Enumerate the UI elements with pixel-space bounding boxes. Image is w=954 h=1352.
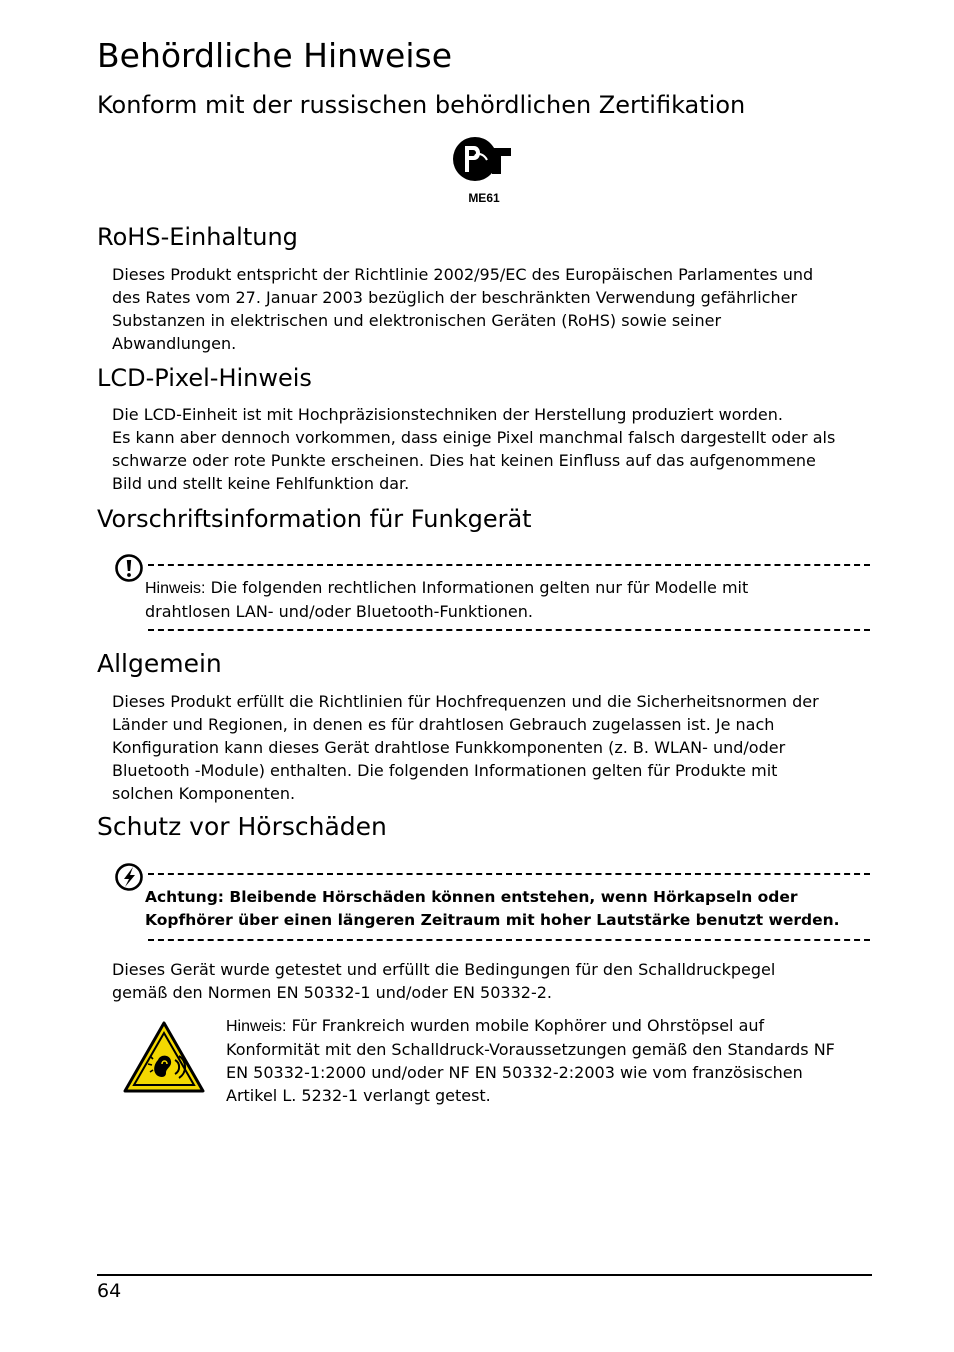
certification-code: ME61 [468, 191, 500, 205]
paragraph-line: Es kann aber dennoch vorkommen, dass einige Pixel manchmal falsch dargestellt oder als [112, 428, 836, 447]
note-line: drahtlosen LAN- und/oder Bluetooth-Funktionen. [145, 602, 533, 621]
note-text: Die folgenden rechtlichen Informationen gelten nur für Modelle mit [210, 578, 749, 597]
footer-rule [97, 1274, 872, 1276]
lcd-paragraph [112, 403, 872, 495]
section-heading-radio: Vorschriftsinformation für Funkgerät [97, 505, 532, 533]
pct-certification-icon [451, 134, 515, 184]
page-number: 64 [97, 1280, 122, 1302]
paragraph-line: Dieses Produkt erfüllt die Richtlinien für Hochfrequenzen und die Sicherheitsnormen der [112, 692, 819, 711]
hearing-caution [145, 886, 870, 932]
note-divider-top [148, 564, 870, 566]
france-note [226, 1014, 872, 1107]
paragraph-line: Konfiguration kann dieses Gerät drahtlose Funkkomponenten (z. B. WLAN- und/oder [112, 738, 786, 757]
paragraph-line: Substanzen in elektrischen und elektronischen Geräten (RoHS) sowie seiner [112, 311, 722, 330]
note-divider-bottom [148, 629, 870, 631]
paragraph-line: Bluetooth -Module) enthalten. Die folgenden Informationen gelten für Produkte mit [112, 761, 778, 780]
exclamation-icon [114, 553, 144, 583]
paragraph-line: Dieses Produkt entspricht der Richtlinie 2002/95/EC des Europäischen Parlamentes und [112, 265, 814, 284]
note-line: Artikel L. 5232-1 verlangt getest. [226, 1086, 491, 1105]
general-paragraph [112, 690, 872, 805]
paragraph-line: Die LCD-Einheit ist mit Hochpräzisionstechniken der Herstellung produziert worden. [112, 405, 783, 424]
section-heading-lcd: LCD-Pixel-Hinweis [97, 364, 312, 392]
paragraph-line: Bild und stellt keine Fehlfunktion dar. [112, 474, 410, 493]
section-heading-russian-cert: Konform mit der russischen behördlichen Zertifikation [97, 91, 746, 119]
paragraph-line: schwarze oder rote Punkte erscheinen. Dies hat keinen Einfluss auf das aufgenommene [112, 451, 816, 470]
section-heading-hearing: Schutz vor Hörschäden [97, 812, 387, 841]
note-label: Hinweis: [226, 1018, 287, 1035]
paragraph-line: Abwandlungen. [112, 334, 237, 353]
caution-divider-bottom [148, 939, 870, 941]
note-line [226, 1014, 872, 1038]
note-line: EN 50332-1:2000 und/oder NF EN 50332-2:2003 wie vom französischen [226, 1063, 803, 1082]
section-heading-general: Allgemein [97, 649, 222, 678]
caution-line: Kopfhörer über einen längeren Zeitraum mit hoher Lautstärke benutzt werden. [145, 911, 840, 929]
lightning-warning-icon [114, 862, 144, 892]
radio-note [145, 576, 870, 623]
section-heading-rohs: RoHS-Einhaltung [97, 223, 298, 251]
note-label: Hinweis: [145, 580, 206, 597]
page-title: Behördliche Hinweise [97, 36, 453, 75]
caution-line: Achtung: Bleibende Hörschäden können entstehen, wenn Hörkapseln oder [145, 888, 798, 906]
hearing-warning-triangle-icon [122, 1020, 206, 1094]
caution-divider-top [148, 873, 870, 875]
note-line: Konformität mit den Schalldruck-Voraussetzungen gemäß den Standards NF [226, 1040, 835, 1059]
rohs-paragraph [112, 263, 872, 355]
paragraph-line: Dieses Gerät wurde getestet und erfüllt die Bedingungen für den Schalldruckpegel [112, 960, 776, 979]
paragraph-line: solchen Komponenten. [112, 784, 296, 803]
paragraph-line: gemäß den Normen EN 50332-1 und/oder EN 50332-2. [112, 983, 552, 1002]
note-text: Für Frankreich wurden mobile Kophörer und Ohrstöpsel auf [291, 1016, 765, 1035]
paragraph-line: Länder und Regionen, in denen es für drahtlosen Gebrauch zugelassen ist. Je nach [112, 715, 775, 734]
hearing-paragraph [112, 958, 872, 1004]
paragraph-line: des Rates vom 27. Januar 2003 bezüglich der beschränkten Verwendung gefährlicher [112, 288, 798, 307]
note-line [145, 576, 870, 600]
